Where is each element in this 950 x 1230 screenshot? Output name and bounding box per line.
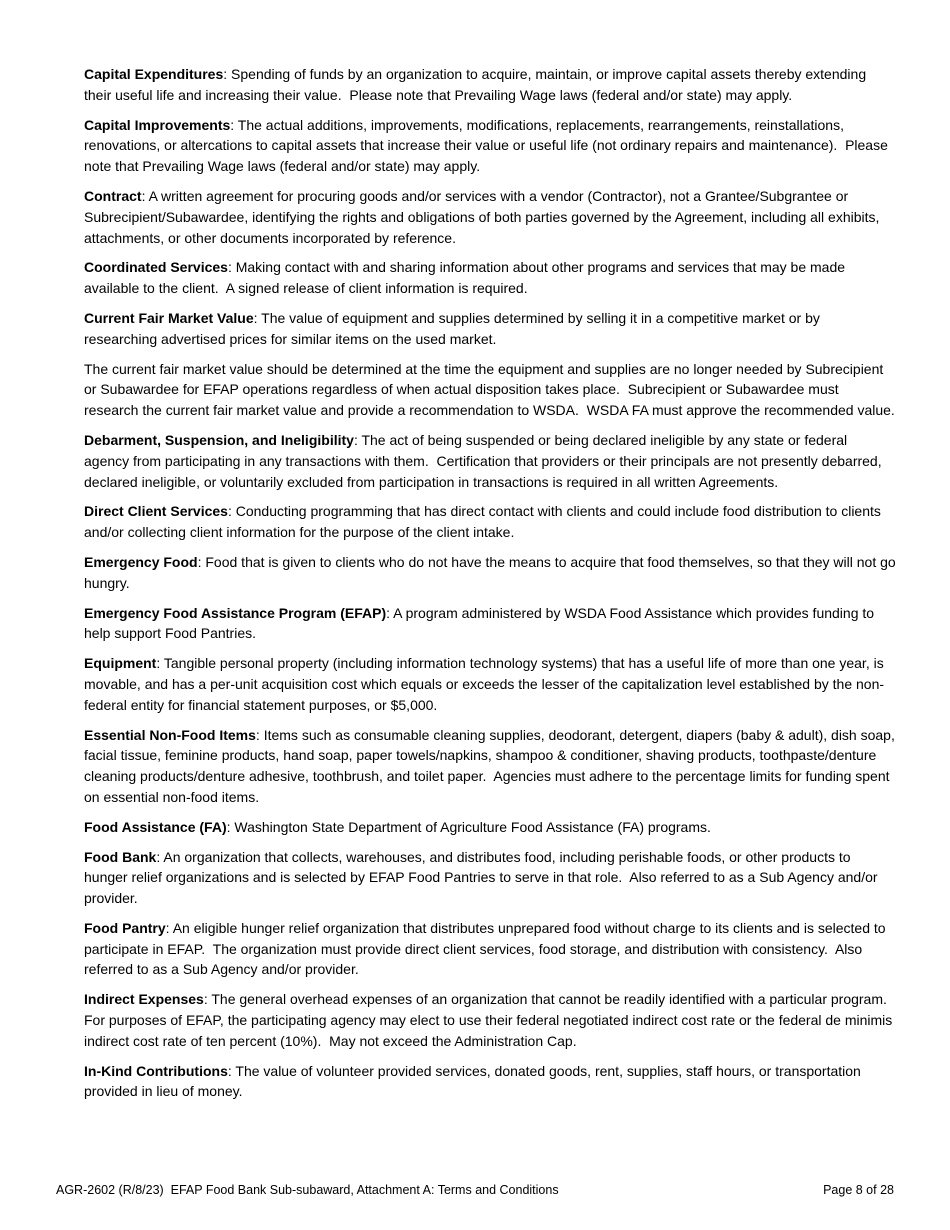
definition-term: Capital Expenditures: [84, 66, 224, 82]
definition-text: An eligible hunger relief organization that distributes unprepared food without charge to its clients and is selected to participate in EFAP. The organization must provide direct client services, food storage, and distribution with consistency. Also referred to as a Sub Agency and/or provider.: [84, 919, 890, 978]
definition-entry: Direct Client Services: Conducting programming that has direct contact with clients and could include food distribution to clients and/or collecting client information for the purpose of the client intake.: [84, 503, 885, 541]
definition-term: Debarment, Suspension, and Ineligibility: [84, 431, 354, 448]
definition-text: The value of equipment and supplies determined by selling it in a competitive market or by researching advertised prices for similar items on the used market.: [84, 309, 824, 347]
definition-entry: [84, 359, 896, 421]
definition-text: Food that is given to clients who do not have the means to acquire that food themselves, so that they will not go hungry.: [84, 553, 900, 591]
definition-text: The value of volunteer provided services, donated goods, rent, supplies, staff hours, or transportation provided in lieu of money.: [84, 1062, 865, 1100]
definition-entry: Food Assistance (FA): Washington State Department of Agriculture Food Assistance (FA) programs.: [84, 818, 711, 835]
definition-term: Essential Non-Food Items: [84, 726, 256, 743]
definition-term: In-Kind Contributions: [84, 1062, 228, 1079]
definition-text: A program administered by WSDA Food Assistance which provides funding to help support Food Pantries.: [84, 604, 878, 642]
page-footer: [56, 1183, 894, 1197]
definition-entry: Debarment, Suspension, and Ineligibility: The act of being suspended or being declared ineligible by any state or federal agency from participating in any transactions with them. Certification that providers or their principals are not presently debarred, declared ineligible, or voluntarily excluded from participation in transactions is required in all written Agreements.: [84, 431, 886, 490]
definition-entry: Essential Non-Food Items: Items such as consumable cleaning supplies, deodorant, detergent, diapers (baby & adult), dish soap, facial tissue, feminine products, hand soap, paper towels/napkins, shampoo & conditioner, shaving products, toothpaste/denture cleaning products/denture adhesive, toothbrush, and toilet paper. Agencies must adhere to the percentage limits for funding spent on essential non-food items.: [84, 726, 899, 805]
definition-text: The act of being suspended or being declared ineligible by any state or federal agency from participating in any transactions with them. Certification that providers or their principals are not presently debarred, declared ineligible, or voluntarily excluded from participation in transactions is required in all written Agreements.: [84, 431, 886, 490]
definition-text: Washington State Department of Agriculture Food Assistance (FA) programs.: [234, 818, 711, 835]
definition-entry: Food Pantry: An eligible hunger relief organization that distributes unprepared food without charge to its clients and is selected to participate in EFAP. The organization must provide direct client services, food storage, and distribution with consistency. Also referred to as a Sub Agency and/or provider.: [84, 919, 890, 978]
footer-document-id: AGR-2602 (R/8/23) EFAP Food Bank Sub-subaward, Attachment A: Terms and Conditions: [56, 1183, 559, 1197]
definition-text: Tangible personal property (including information technology systems) that has a useful life of more than one year, is movable, and has a per-unit acquisition cost which equals or exceeds the lesser of the capitalization level established by the non-federal entity for financial statement purposes, or $5,000.: [84, 655, 888, 713]
footer-page-number: Page 8 of 28: [823, 1183, 894, 1197]
definition-entry: Food Bank: An organization that collects, warehouses, and distributes food, including perishable foods, or other products to hunger relief organizations and is selected by EFAP Food Pantries to serve in that role. Also referred to as a Sub Agency and/or provider.: [84, 848, 882, 907]
definition-text: Conducting programming that has direct contact with clients and could include food distribution to clients and/or collecting client information for the purpose of the client intake.: [84, 503, 885, 541]
definition-text: The current fair market value should be determined at the time the equipment and supplies are no longer needed by Subrecipient or Subawardee for EFAP operations regardless of when actual disposition takes place. Subrecipient or Subawardee must research the current fair market value and provide a recommendation to WSDA. WSDA FA must approve the recommended value.: [84, 360, 895, 419]
definition-entry: Capital Improvements: The actual additions, improvements, modifications, replacements, rearrangements, reinstallations, renovations, or altercations to capital assets that increase their value or useful life (not ordinary repairs and maintenance). Please note that Prevailing Wage laws (federal and/or state) may apply.: [84, 116, 892, 175]
definition-entry: Contract: A written agreement for procuring goods and/or services with a vendor (Contractor), not a Grantee/Subgrantee or Subrecipient/Subawardee, identifying the rights and obligations of both parties governed by the Agreement, including all exhibits, attachments, or other documents incorporated by reference.: [84, 187, 884, 246]
definition-term: Indirect Expenses: [84, 991, 204, 1008]
definition-entry: Capital Expenditures: Spending of funds by an organization to acquire, maintain, or improve capital assets thereby extending their useful life and increasing their value. Please note that Prevailing Wage laws (federal and/or state) may apply.: [84, 66, 870, 103]
definition-term: Direct Client Services: [84, 503, 228, 520]
definition-term: Food Pantry: [84, 919, 166, 936]
definition-term: Current Fair Market Value: [84, 309, 254, 326]
definition-term: Capital Improvements: [84, 116, 231, 133]
definition-term: Emergency Food: [84, 553, 198, 570]
definition-term: Coordinated Services: [84, 259, 228, 276]
definition-term: Food Bank: [84, 848, 157, 865]
definition-text: The actual additions, improvements, modifications, replacements, rearrangements, reinstallations, renovations, or altercations to capital assets that increase their value or useful life (not ordinary repairs and maintenance). Please note that Prevailing Wage laws (federal and/or state) may apply.: [84, 116, 892, 175]
definition-text: Making contact with and sharing information about other programs and services that may be made available to the client. A signed release of client information is required.: [84, 259, 849, 297]
definition-term: Equipment: [84, 655, 157, 672]
definition-text: The general overhead expenses of an organization that cannot be readily identified with a particular program. For purposes of EFAP, the participating agency may elect to use their federal negotiated indirect cost rate or the federal de minimis indirect cost rate of ten percent (10%). May not exceed the Administration Cap.: [84, 991, 897, 1049]
definition-text: A written agreement for procuring goods and/or services with a vendor (Contractor), not a Grantee/Subgrantee or Subrecipient/Subawardee, identifying the rights and obligations of both parties governed by the Agreement, including all exhibits, attachments, or other documents incorporated by reference.: [84, 187, 884, 246]
definition-entry: Current Fair Market Value: The value of equipment and supplies determined by selling it in a competitive market or by researching advertised prices for similar items on the used market.: [84, 309, 824, 347]
definition-text: An organization that collects, warehouses, and distributes food, including perishable foods, or other products to hunger relief organizations and is selected by EFAP Food Pantries to serve in that role. Also referred to as a Sub Agency and/or provider.: [84, 848, 882, 907]
definition-term: Contract: [84, 187, 142, 204]
definition-text: Spending of funds by an organization to acquire, maintain, or improve capital assets thereby extending their useful life and increasing their value. Please note that Prevailing Wage laws (federal and/or state) may apply.: [84, 66, 870, 103]
definition-entry: Emergency Food Assistance Program (EFAP): A program administered by WSDA Food Assistance which provides funding to help support Food Pantries.: [84, 604, 878, 642]
definition-entry: In-Kind Contributions: The value of volunteer provided services, donated goods, rent, supplies, staff hours, or transportation provided in lieu of money.: [84, 1062, 865, 1100]
definitions-list: [84, 64, 900, 1111]
definition-term: Emergency Food Assistance Program (EFAP): [84, 604, 387, 621]
definition-entry: Equipment: Tangible personal property (including information technology systems) that has a useful life of more than one year, is movable, and has a per-unit acquisition cost which equals or exceeds the lesser of the capitalization level established by the non-federal entity for financial statement purposes, or $5,000.: [84, 655, 888, 713]
definition-entry: Coordinated Services: Making contact with and sharing information about other programs and services that may be made available to the client. A signed release of client information is required.: [84, 259, 849, 297]
definition-entry: Emergency Food: Food that is given to clients who do not have the means to acquire that food themselves, so that they will not go hungry.: [84, 553, 900, 591]
definition-text: Items such as consumable cleaning supplies, deodorant, detergent, diapers (baby & adult), dish soap, facial tissue, feminine products, hand soap, paper towels/napkins, shampoo & conditioner, shaving products, toothpaste/denture cleaning products/denture adhesive, toothbrush, and toilet paper. Agencies must adhere to the percentage limits for funding spent on essential non-food items.: [84, 726, 899, 805]
definition-term: Food Assistance (FA): [84, 818, 227, 835]
definition-entry: Indirect Expenses: The general overhead expenses of an organization that cannot be readily identified with a particular program. For purposes of EFAP, the participating agency may elect to use their federal negotiated indirect cost rate or the federal de minimis indirect cost rate of ten percent (10%). May not exceed the Administration Cap.: [84, 991, 897, 1049]
